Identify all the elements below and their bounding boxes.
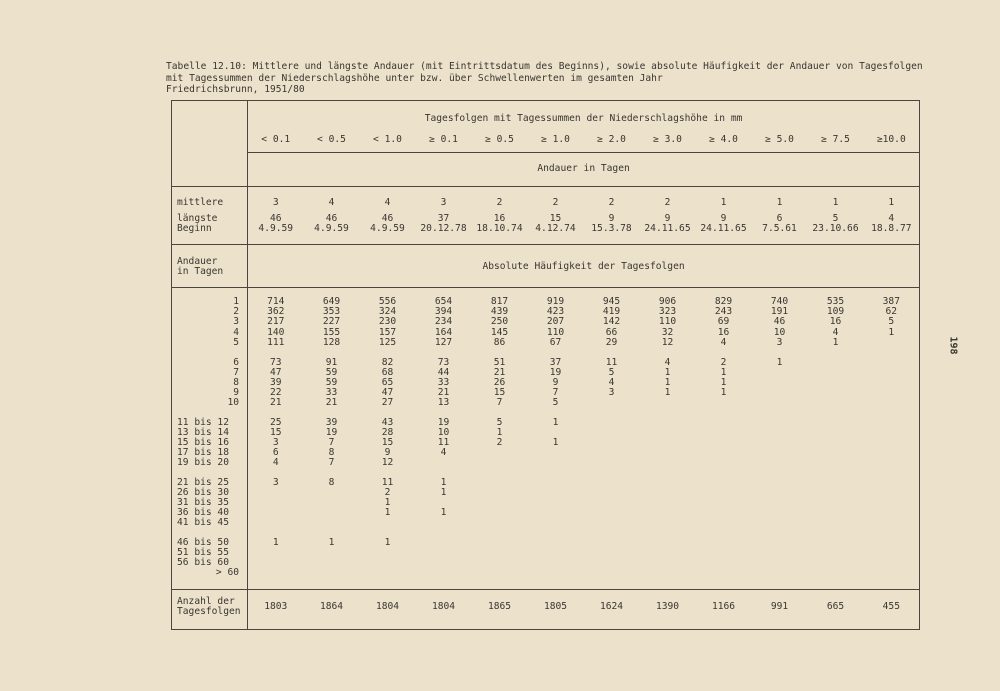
freq-cell (584, 518, 640, 528)
header-group-row (172, 101, 920, 126)
freq-cell: 1 (720, 387, 727, 399)
freq-cell: 2 (720, 356, 727, 368)
andauer-label: 21 bis 25 (177, 476, 229, 488)
totals-label: Anzahl der (177, 596, 235, 607)
mittlere-value: 4 (304, 187, 360, 209)
freq-cell (752, 398, 808, 408)
freq-cell: 9 (384, 447, 391, 459)
freq-cell: 25 (269, 416, 282, 428)
freq-cell (864, 518, 920, 528)
laengste-value: 46 (269, 212, 282, 224)
freq-cell: 65 (381, 376, 394, 388)
threshold-header: ≥ 0.1 (429, 133, 458, 145)
freq-cell: 323 (658, 306, 677, 318)
beginn-date: 20.12.78 (420, 222, 467, 234)
totals-label: Tagesfolgen (177, 606, 241, 618)
freq-cell: 3 (272, 436, 279, 448)
freq-cell: 1 (440, 507, 447, 519)
freq-cell (808, 518, 864, 528)
freq-cell: 21 (493, 366, 506, 378)
beginn-date: 4.9.59 (258, 222, 294, 234)
freq-header-row (172, 245, 920, 288)
freq-cell: 419 (602, 306, 621, 318)
freq-cell: 19 (325, 426, 338, 438)
laengste-value: 9 (664, 212, 671, 224)
threshold-header: ≥ 1.0 (541, 133, 570, 145)
freq-cell: 125 (378, 336, 397, 348)
freq-cell (528, 568, 584, 578)
freq-cell: 37 (549, 356, 562, 368)
freq-cell: 9 (552, 376, 559, 388)
freq-cell (584, 458, 640, 468)
laengste-value: 37 (437, 212, 450, 224)
freq-cell: 91 (325, 356, 338, 368)
table-caption: Tabelle 12.10: Mittlere und längste Andauer (mit Eintrittsdatum des Beginns), sowie absolute Häufigkeit der Andauer von Tagesfolgen mit Tagessummen der Niederschlagshöhe unter bzw. über Schwellenwerten im gesamten Jahr Friedrichsbrunn, 1951/80 (166, 61, 923, 95)
total-value: 1390 (640, 590, 696, 630)
threshold-header: ≥ 4.0 (709, 133, 738, 145)
freq-cell: 28 (381, 426, 394, 438)
freq-cell: 16 (717, 326, 730, 338)
total-value: 1864 (304, 590, 360, 630)
freq-cell (640, 398, 696, 408)
freq-cell: 10 (773, 326, 786, 338)
andauer-title-row (172, 153, 920, 187)
threshold-row (172, 126, 920, 153)
beginn-date: 18.8.77 (871, 222, 912, 234)
freq-cell: 1 (384, 507, 391, 519)
freq-cell: 43 (381, 416, 394, 428)
total-value: 991 (752, 590, 808, 630)
mittlere-value: 2 (528, 187, 584, 209)
freq-cell: 3 (608, 387, 615, 399)
freq-cell (808, 458, 864, 468)
freq-cell (360, 518, 416, 528)
total-value: 1803 (248, 590, 304, 630)
beginn-date: 18.10.74 (476, 222, 523, 234)
laengste-label: längste (177, 212, 218, 224)
beginn-date: 24.11.65 (644, 222, 691, 234)
laengste-value: 6 (776, 212, 783, 224)
andauer-table (171, 100, 920, 630)
mittlere-value: 1 (696, 187, 752, 209)
total-value: 1804 (416, 590, 472, 630)
freq-cell: 66 (605, 326, 618, 338)
freq-cell: 1 (664, 387, 671, 399)
andauer-label: 6 (233, 356, 239, 368)
laengste-value: 46 (325, 212, 338, 224)
freq-cell: 250 (490, 316, 509, 328)
freq-cell (248, 518, 304, 528)
freq-cell: 27 (381, 397, 394, 409)
beginn-date: 4.12.74 (535, 222, 576, 234)
freq-cell (696, 458, 752, 468)
andauer-label: 51 bis 55 (177, 546, 229, 558)
freq-cell: 191 (770, 306, 789, 318)
freq-cell: 3 (776, 336, 783, 348)
freq-cell: 6 (272, 447, 279, 459)
freq-cell: 230 (378, 316, 397, 328)
freq-group-5 (172, 533, 920, 590)
freq-cell: 740 (770, 296, 789, 307)
freq-cell: 128 (322, 336, 341, 348)
laengste-value: 15 (549, 212, 562, 224)
threshold-header: < 0.5 (317, 133, 346, 145)
beginn-date: 24.11.65 (700, 222, 747, 234)
total-value: 1624 (584, 590, 640, 630)
freq-cell (696, 518, 752, 528)
freq-cell (360, 568, 416, 578)
andauer-label: 11 bis 12 (177, 416, 229, 428)
freq-cell: 59 (325, 376, 338, 388)
freq-cell (584, 398, 640, 408)
andauer-label: > 60 (215, 567, 239, 579)
freq-cell: 817 (490, 296, 509, 307)
andauer-row-label: Andauer (177, 256, 218, 267)
freq-cell (472, 458, 528, 468)
laengste-value: 9 (720, 212, 727, 224)
mittlere-value: 2 (584, 187, 640, 209)
freq-cell: 906 (658, 296, 677, 307)
freq-cell: 1 (440, 486, 447, 498)
andauer-label: 19 bis 20 (177, 457, 229, 469)
beginn-date: 4.9.59 (370, 222, 405, 234)
freq-cell: 47 (269, 366, 282, 378)
freq-cell (752, 458, 808, 468)
threshold-header: ≥ 5.0 (765, 133, 794, 145)
freq-cell (808, 568, 864, 578)
freq-cell: 1 (496, 426, 503, 438)
freq-cell (528, 458, 584, 468)
freq-cell: 109 (826, 306, 845, 318)
freq-cell: 535 (826, 296, 845, 307)
totals-row (172, 590, 920, 630)
mittlere-value: 1 (808, 187, 864, 209)
andauer-label: 26 bis 30 (177, 486, 229, 498)
freq-cell: 1 (552, 416, 559, 428)
freq-cell: 1 (664, 366, 671, 378)
andauer-label: 2 (233, 306, 239, 318)
andauer-label: 13 bis 14 (177, 426, 229, 438)
freq-cell: 19 (549, 366, 562, 378)
mittlere-row (172, 187, 920, 209)
freq-group-3 (172, 413, 920, 473)
freq-cell (864, 338, 920, 348)
beginn-date: 7.5.61 (762, 222, 797, 234)
freq-cell: 207 (546, 316, 565, 328)
andauer-label: 56 bis 60 (177, 556, 229, 568)
freq-cell (864, 398, 920, 408)
freq-cell: 2 (384, 486, 391, 498)
freq-cell: 5 (608, 366, 615, 378)
freq-group-2 (172, 353, 920, 413)
andauer-label: 17 bis 18 (177, 447, 229, 459)
freq-cell: 1 (664, 376, 671, 388)
freq-cell: 21 (269, 397, 282, 409)
freq-cell: 217 (267, 316, 285, 328)
in-tagen-row-label: in Tagen (177, 266, 224, 278)
andauer-label: 5 (233, 336, 239, 348)
freq-cell: 16 (829, 316, 842, 328)
freq-cell (416, 518, 472, 528)
andauer-label: 1 (233, 296, 239, 307)
freq-cell (752, 518, 808, 528)
page-number: 198 (947, 336, 959, 355)
freq-cell: 29 (605, 336, 618, 348)
freq-cell (864, 568, 920, 578)
freq-cell: 22 (269, 387, 282, 399)
freq-cell: 155 (322, 326, 341, 338)
total-value: 1865 (472, 590, 528, 630)
freq-cell: 5 (552, 397, 559, 409)
threshold-header: ≥ 2.0 (597, 133, 626, 145)
mittlere-value: 4 (360, 187, 416, 209)
laengste-value: 5 (832, 212, 839, 224)
freq-cell (304, 518, 360, 528)
freq-cell: 919 (546, 296, 565, 307)
freq-cell: 19 (437, 416, 450, 428)
freq-cell: 110 (658, 316, 677, 328)
freq-cell: 69 (717, 316, 730, 328)
mittlere-value: 3 (416, 187, 472, 209)
laengste-value: 4 (888, 212, 895, 224)
freq-cell: 142 (602, 316, 621, 328)
andauer-label: 36 bis 40 (177, 507, 229, 519)
freq-cell: 67 (549, 336, 562, 348)
freq-cell: 243 (714, 306, 733, 318)
freq-cell: 44 (437, 366, 450, 378)
freq-cell: 1 (776, 356, 783, 368)
freq-cell: 15 (381, 436, 394, 448)
freq-cell: 4 (832, 326, 839, 338)
total-value: 1166 (696, 590, 752, 630)
freq-cell (472, 518, 528, 528)
freq-cell: 829 (714, 296, 733, 307)
freq-cell: 46 (773, 316, 786, 328)
freq-cell: 1 (272, 536, 279, 548)
freq-cell (864, 458, 920, 468)
andauer-title: Andauer in Tagen (248, 153, 920, 187)
freq-cell: 110 (546, 326, 565, 338)
freq-cell: 8 (328, 447, 335, 459)
freq-cell: 33 (437, 376, 450, 388)
freq-cell: 1 (328, 536, 335, 548)
freq-cell: 164 (434, 326, 453, 338)
freq-cell: 1 (720, 376, 727, 388)
freq-cell: 362 (267, 306, 285, 318)
freq-cell: 12 (661, 336, 674, 348)
total-value: 1804 (360, 590, 416, 630)
freq-cell: 7 (328, 457, 335, 469)
freq-cell (696, 568, 752, 578)
threshold-header: < 1.0 (373, 133, 402, 145)
freq-cell: 59 (325, 366, 338, 378)
mittlere-value: 2 (640, 187, 696, 209)
freq-cell: 5 (496, 416, 503, 428)
mittlere-value: 1 (864, 187, 920, 209)
andauer-label: 7 (233, 366, 239, 378)
andauer-label: 31 bis 35 (177, 496, 229, 508)
freq-cell: 556 (378, 296, 397, 307)
freq-group-4 (172, 473, 920, 533)
freq-cell: 423 (546, 306, 565, 318)
freq-cell: 227 (322, 316, 341, 328)
freq-cell: 7 (496, 397, 503, 409)
freq-cell (304, 568, 360, 578)
freq-cell: 12 (381, 457, 394, 469)
freq-cell: 111 (267, 336, 285, 348)
andauer-label: 3 (233, 316, 239, 328)
freq-cell: 7 (552, 387, 559, 399)
freq-group-1 (172, 288, 920, 353)
freq-cell: 47 (381, 387, 394, 399)
freq-cell: 140 (267, 326, 285, 338)
mittlere-value: 2 (472, 187, 528, 209)
freq-cell (584, 568, 640, 578)
freq-cell: 86 (493, 336, 506, 348)
freq-cell: 2 (496, 436, 503, 448)
freq-cell (416, 568, 472, 578)
freq-cell: 32 (661, 326, 674, 338)
freq-cell: 654 (434, 296, 453, 307)
freq-cell: 4 (440, 447, 447, 459)
freq-cell: 15 (493, 387, 506, 399)
total-value: 455 (864, 590, 920, 630)
mittlere-value: 1 (752, 187, 808, 209)
freq-cell: 1 (384, 496, 391, 508)
freq-cell: 4 (608, 376, 615, 388)
threshold-header: ≥ 0.5 (485, 133, 514, 145)
freq-cell: 11 (381, 476, 394, 488)
freq-cell (696, 398, 752, 408)
threshold-header: ≥ 3.0 (653, 133, 682, 145)
freq-cell: 21 (437, 387, 450, 399)
freq-cell: 3 (272, 476, 279, 488)
freq-cell: 82 (381, 356, 394, 368)
beginn-date: 15.3.78 (591, 222, 632, 234)
mittlere-label: mittlere (172, 187, 248, 209)
freq-cell (248, 568, 304, 578)
freq-cell (416, 458, 472, 468)
freq-cell: 1 (832, 336, 839, 348)
freq-cell: 945 (602, 296, 621, 307)
freq-cell: 51 (493, 356, 506, 368)
freq-cell: 8 (328, 476, 335, 488)
laengste-row (172, 209, 920, 245)
freq-cell: 157 (378, 326, 397, 338)
freq-cell: 127 (434, 336, 453, 348)
freq-cell (472, 568, 528, 578)
andauer-label: 9 (233, 387, 239, 399)
freq-cell: 353 (322, 306, 341, 318)
freq-cell: 1 (888, 326, 895, 338)
threshold-header: ≥10.0 (876, 133, 906, 145)
laengste-value: 16 (493, 212, 506, 224)
freq-cell: 10 (437, 426, 450, 438)
freq-cell: 73 (437, 356, 450, 368)
freq-cell (528, 518, 584, 528)
andauer-label: 46 bis 50 (177, 536, 229, 548)
andauer-label: 4 (233, 326, 239, 338)
andauer-label: 10 (227, 397, 239, 409)
freq-cell: 39 (325, 416, 338, 428)
beginn-date: 4.9.59 (314, 222, 349, 234)
laengste-value: 46 (381, 212, 394, 224)
total-value: 665 (808, 590, 864, 630)
freq-cell: 1 (384, 536, 391, 548)
freq-cell: 1 (440, 476, 447, 488)
freq-cell: 1 (552, 436, 559, 448)
group-title: Tagesfolgen mit Tagessummen der Niederschlagshöhe in mm (424, 113, 743, 124)
freq-cell (640, 518, 696, 528)
freq-cell: 4 (664, 356, 671, 368)
freq-cell: 439 (490, 306, 509, 318)
freq-cell (752, 568, 808, 578)
freq-cell: 73 (269, 356, 282, 368)
freq-cell: 11 (437, 436, 450, 448)
freq-cell: 26 (493, 376, 506, 388)
freq-cell: 1 (720, 366, 727, 378)
freq-cell: 714 (267, 296, 285, 307)
beginn-date: 23.10.66 (812, 222, 859, 234)
threshold-header: ≥ 7.5 (821, 133, 850, 145)
andauer-label: 15 bis 16 (177, 436, 229, 448)
freq-cell: 33 (325, 387, 338, 399)
threshold-header: < 0.1 (261, 133, 291, 145)
freq-cell: 649 (322, 296, 341, 307)
freq-cell: 394 (434, 306, 453, 318)
freq-cell: 387 (882, 296, 900, 307)
freq-cell (640, 458, 696, 468)
andauer-label: 8 (233, 376, 239, 388)
freq-cell (808, 398, 864, 408)
freq-cell: 13 (437, 397, 450, 409)
freq-cell (640, 568, 696, 578)
freq-cell: 324 (378, 306, 397, 318)
freq-cell: 15 (269, 426, 282, 438)
freq-cell: 7 (328, 436, 335, 448)
freq-cell: 62 (885, 306, 898, 318)
freq-cell: 4 (272, 457, 279, 469)
freq-cell: 5 (888, 316, 895, 328)
beginn-label: Beginn (177, 222, 212, 234)
freq-cell: 145 (490, 326, 509, 338)
total-value: 1805 (528, 590, 584, 630)
freq-cell: 21 (325, 397, 338, 409)
andauer-label: 41 bis 45 (177, 517, 229, 529)
freq-cell: 68 (381, 366, 394, 378)
freq-cell: 234 (434, 316, 453, 328)
mittlere-value: 3 (248, 187, 304, 209)
freq-title: Absolute Häufigkeit der Tagesfolgen (248, 245, 920, 288)
freq-cell: 39 (269, 376, 282, 388)
laengste-value: 9 (608, 212, 615, 224)
freq-cell: 11 (605, 356, 618, 368)
freq-cell: 4 (720, 336, 727, 348)
